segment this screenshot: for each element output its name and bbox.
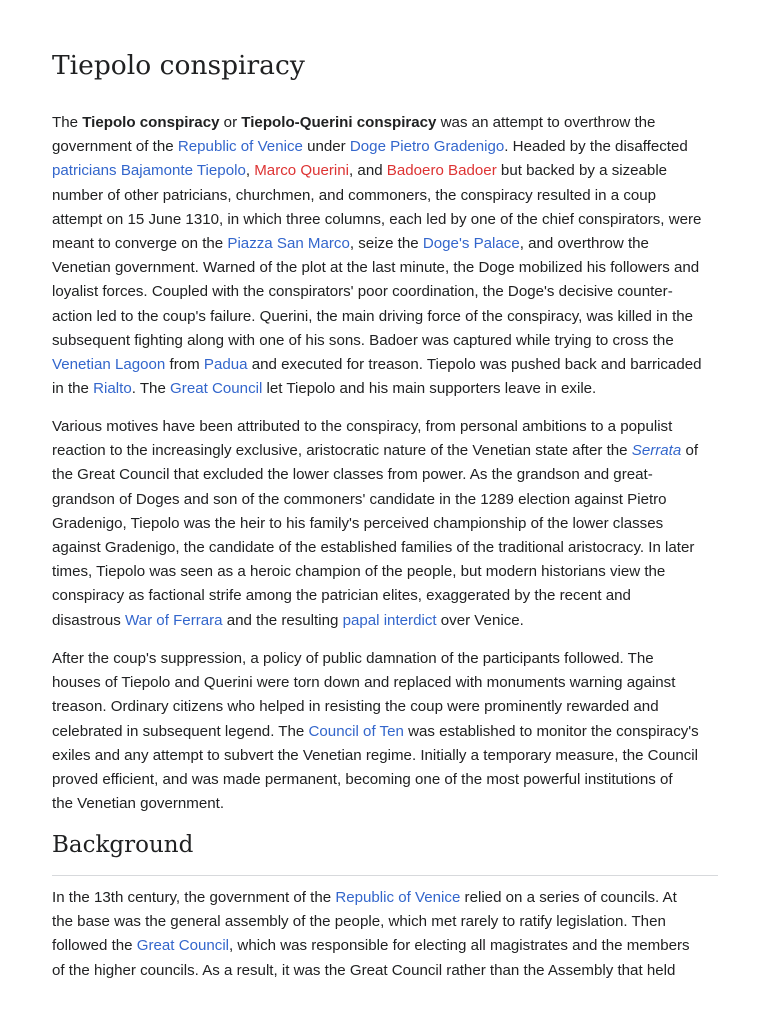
text-line: the Great Council that excluded the lower classes from power. As the grandson and great- xyxy=(52,466,653,484)
link-patricians[interactable]: patricians xyxy=(52,162,117,180)
link-doges-palace[interactable]: Doge's Palace xyxy=(422,235,520,253)
text-line: against Gradenigo, the candidate of the established families of the traditional aristocracy. In later xyxy=(52,539,695,557)
text-line: reaction to the increasingly exclusive, aristocratic nature of the Venetian state after the Serrata of xyxy=(52,442,699,460)
text-line: Various motives have been attributed to the conspiracy, from personal ambitions to a populist xyxy=(52,418,673,435)
link-piazza-san-marco[interactable]: Piazza San Marco xyxy=(227,235,350,253)
text-line: in the Rialto. The Great Council let Tiepolo and his main supporters leave in exile. xyxy=(52,380,597,398)
text-line: Venetian Lagoon from Padua and executed for treason. Tiepolo was pushed back and barricaded xyxy=(52,356,702,374)
text-line: patricians Bajamonte Tiepolo, Marco Querini, and Badoero Badoer but backed by a sizeable xyxy=(52,162,668,180)
text-line: government of the Republic of Venice under Doge Pietro Gradenigo. Headed by the disaffected xyxy=(52,138,688,156)
text-line: meant to converge on the Piazza San Marco, seize the Doge's Palace, and overthrow the xyxy=(52,235,649,253)
text-line: the Venetian government. xyxy=(52,795,225,813)
section-divider xyxy=(52,875,718,876)
text-line: attempt on 15 June 1310, in which three columns, each led by one of the chief conspirators, were xyxy=(52,210,702,228)
text-line: proved efficient, and was made permanent, becoming one of the most powerful institutions of xyxy=(52,771,673,789)
text-line: action led to the coup's failure. Querini, the main driving force of the conspiracy, was killed in the xyxy=(52,307,694,325)
text-line: exiles and any attempt to subvert the Venetian regime. Initially a temporary measure, the Council xyxy=(52,746,699,764)
text-line: number of other patricians, churchmen, and commoners, the conspiracy resulted in a coup xyxy=(52,186,657,204)
text-line: Gradenigo, Tiepolo was the heir to his family's perceived championship of the lower classes xyxy=(52,514,664,532)
page-title: Tiepolo conspiracy xyxy=(52,50,305,81)
text-line: times, Tiepolo was seen as a heroic champion of the people, but modern historians view the xyxy=(52,563,666,581)
text-line: Venetian government. Warned of the plot at the last minute, the Doge mobilized his followers and xyxy=(52,259,700,277)
link-republic-of-venice[interactable]: Republic of Venice xyxy=(177,138,303,156)
bold-term: Tiepolo-Querini conspiracy xyxy=(241,114,437,131)
text-line: celebrated in subsequent legend. The Council of Ten was established to monitor the conspiracy's xyxy=(52,722,699,740)
link-doge-pietro-gradenigo[interactable]: Doge Pietro Gradenigo xyxy=(349,138,505,156)
text-line: After the coup's suppression, a policy of public damnation of the participants followed. The xyxy=(52,650,654,667)
link-padua[interactable]: Padua xyxy=(203,356,248,374)
link-serrata[interactable]: Serrata xyxy=(631,442,682,460)
text-line: treason. Ordinary citizens who helped in resisting the coup were prominently rewarded and xyxy=(52,698,659,716)
text-line: of the higher councils. As a result, it was the Great Council rather than the Assembly that held xyxy=(52,961,676,979)
redlink-marco-querini[interactable]: Marco Querini xyxy=(254,162,350,180)
text-line: houses of Tiepolo and Querini were torn down and replaced with monuments warning against xyxy=(52,674,676,692)
intro-paragraph-2 xyxy=(52,415,732,633)
link-council-of-ten[interactable]: Council of Ten xyxy=(308,722,404,740)
bold-term: Tiepolo conspiracy xyxy=(82,114,220,131)
text-line: conspiracy as factional strife among the patrician elites, exaggerated by the recent and xyxy=(52,587,631,605)
text-line: The Tiepolo conspiracy or Tiepolo-Querini conspiracy was an attempt to overthrow the xyxy=(52,114,656,131)
intro-paragraph-3 xyxy=(52,647,732,816)
text-line: the base was the general assembly of the people, which met rarely to ratify legislation. Then xyxy=(52,913,666,931)
link-great-council[interactable]: Great Council xyxy=(136,937,230,955)
text-line: loyalist forces. Coupled with the conspirators' poor coordination, the Doge's decisive counter- xyxy=(52,283,673,301)
text-line: subsequent fighting along with one of his sons. Badoer was captured while trying to cross the xyxy=(52,331,674,349)
section-heading-background: Background xyxy=(52,832,194,858)
redlink-badoero-badoer[interactable]: Badoero Badoer xyxy=(386,162,497,180)
link-bajamonte-tiepolo[interactable]: Bajamonte Tiepolo xyxy=(120,162,246,180)
link-great-council[interactable]: Great Council xyxy=(170,380,263,398)
text-line: In the 13th century, the government of the Republic of Venice relied on a series of councils. At xyxy=(52,889,677,906)
text-line: followed the Great Council, which was responsible for electing all magistrates and the members xyxy=(52,937,690,955)
text-line: disastrous War of Ferrara and the resulting papal interdict over Venice. xyxy=(52,611,524,629)
text-line: grandson of Doges and son of the commoners' candidate in the 1289 election against Pietro xyxy=(52,490,667,508)
intro-paragraph-1 xyxy=(52,111,732,401)
link-war-of-ferrara[interactable]: War of Ferrara xyxy=(125,611,223,629)
link-venetian-lagoon[interactable]: Venetian Lagoon xyxy=(52,356,166,374)
link-papal-interdict[interactable]: papal interdict xyxy=(342,611,437,629)
link-republic-of-venice[interactable]: Republic of Venice xyxy=(335,889,461,906)
link-rialto[interactable]: Rialto xyxy=(93,380,132,398)
background-paragraph xyxy=(52,886,732,983)
